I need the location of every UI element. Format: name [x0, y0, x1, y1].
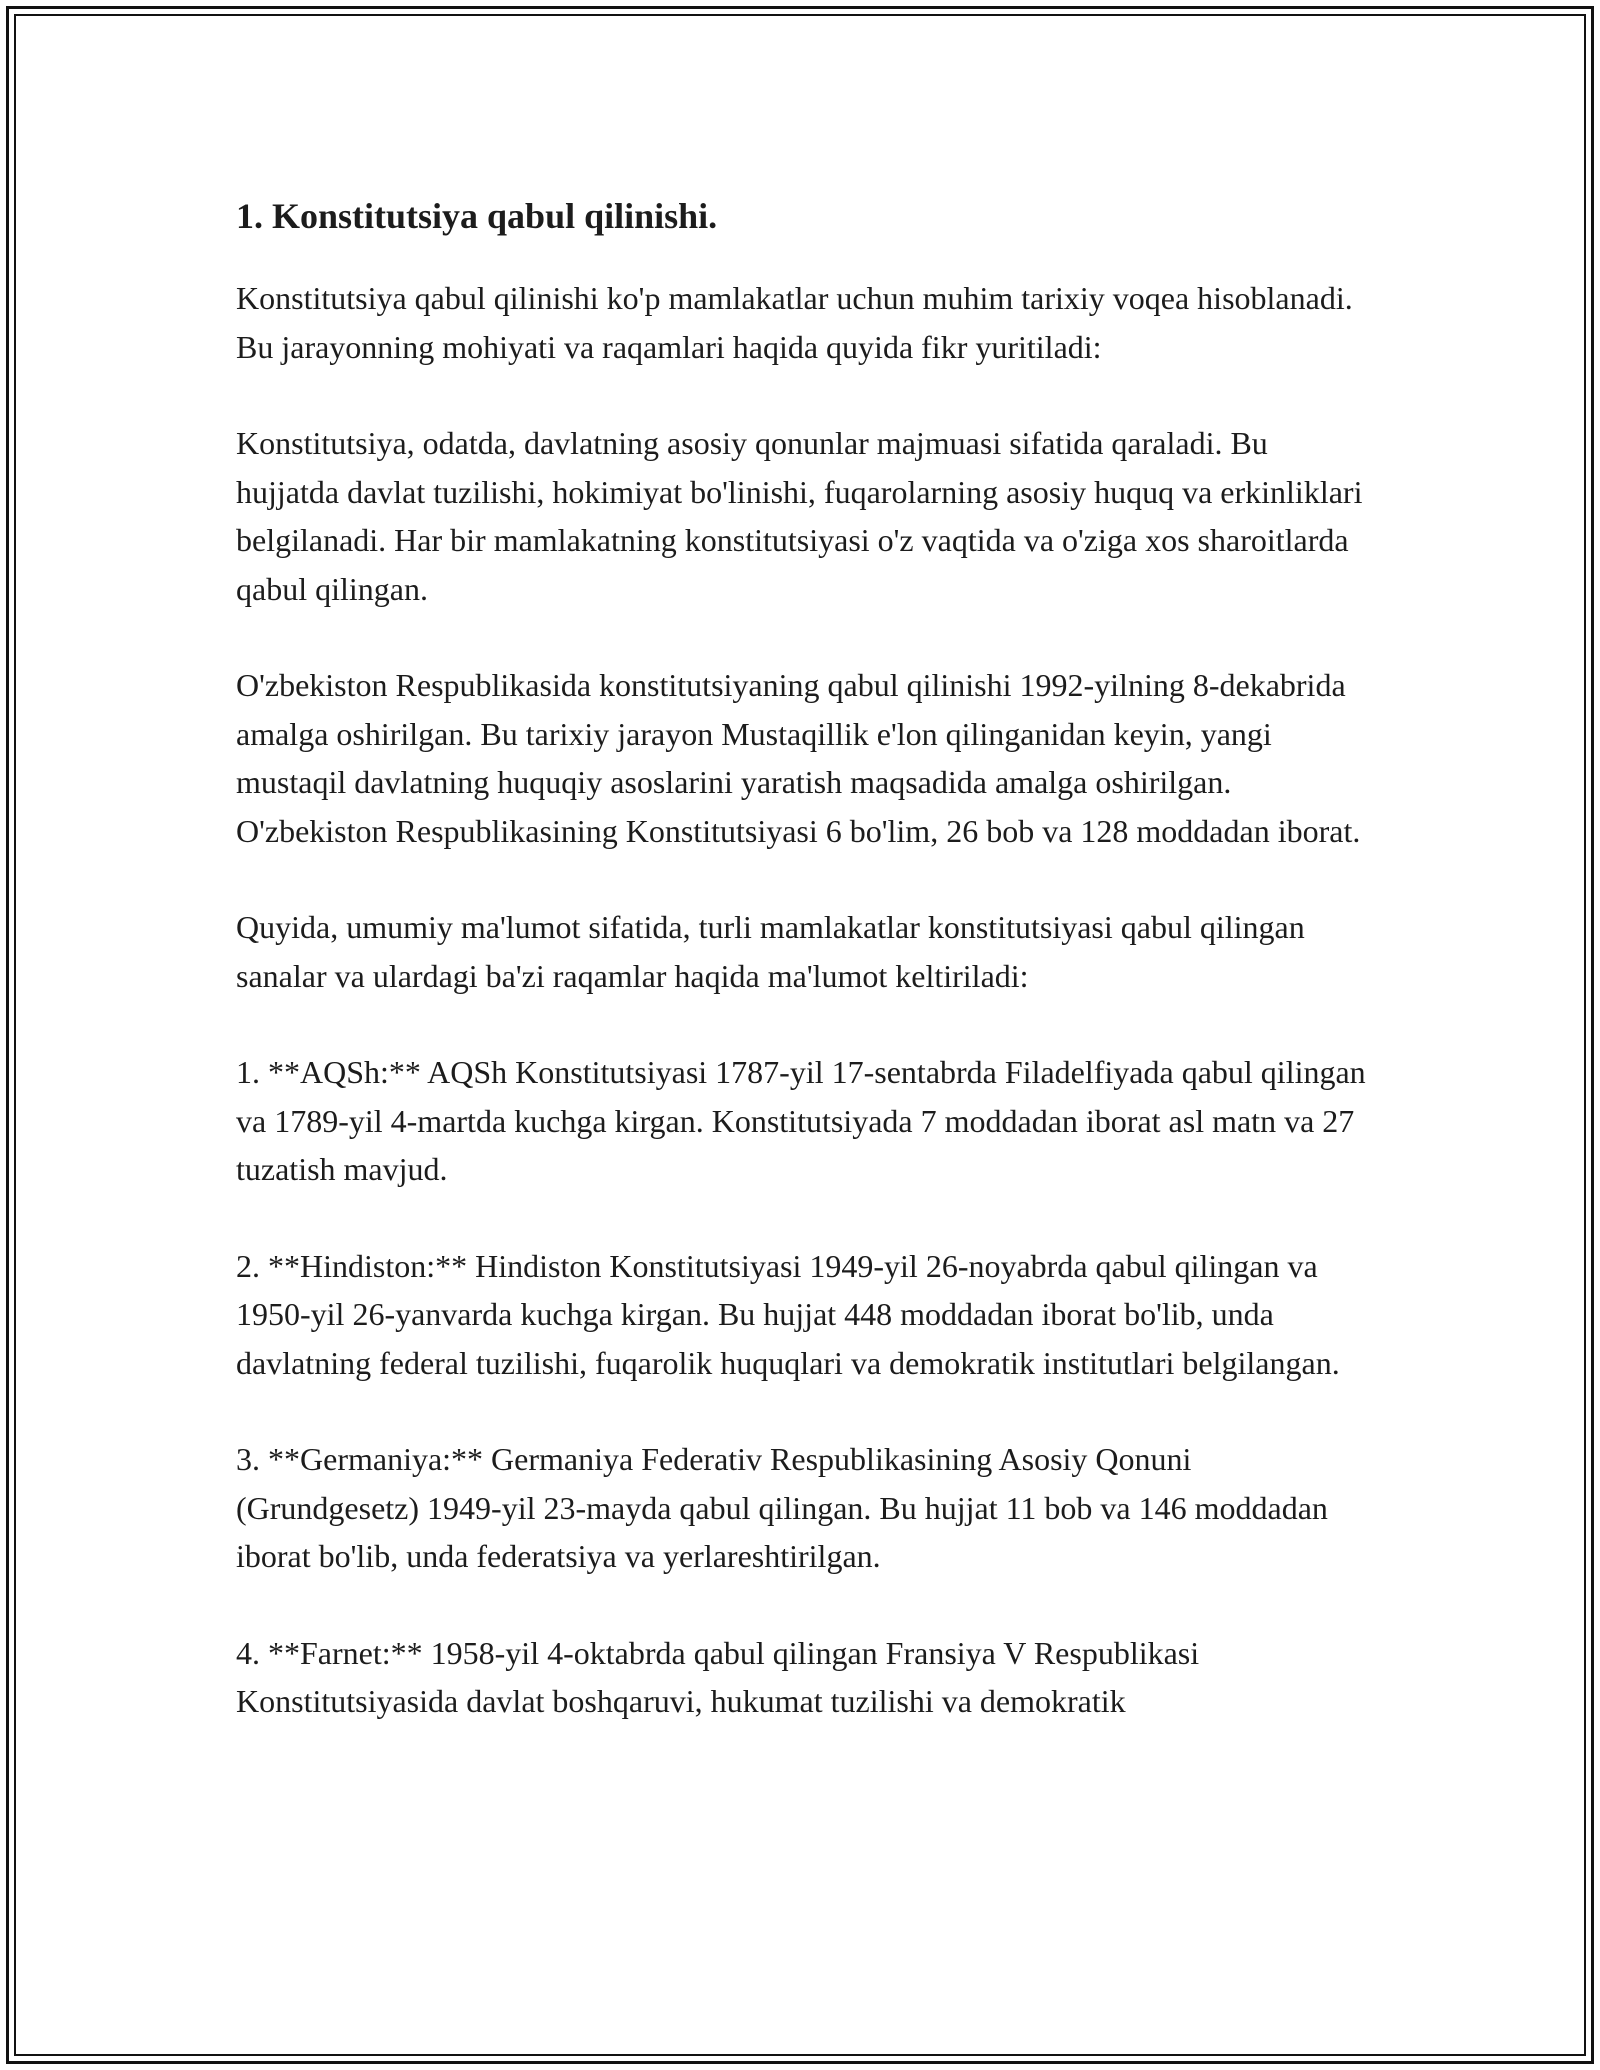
document-title: 1. Konstitutsiya qabul qilinishi.	[236, 196, 718, 236]
list-item-usa: 1. **AQSh:** AQSh Konstitutsiyasi 1787-yil 17-sentabrda Filadelfiyada qabul qilingan va 1789-yil 4-martda kuchga kirgan. Konstitutsiyada 7 moddadan iborat asl matn va 27 tuzatish mavjud.	[236, 1054, 1366, 1187]
list-item-france: 4. **Farnet:** 1958-yil 4-oktabrda qabul qilingan Fransiya V Respublikasi Konstitutsiyasida davlat boshqaruvi, hukumat tuzilishi va demokratik	[236, 1634, 1200, 1719]
paragraph-uzbekistan: O'zbekiston Respublikasida konstitutsiyaning qabul qilinishi 1992-yilning 8-dekabrida amalga oshirilgan. Bu tarixiy jarayon Mustaqillik e'lon qilinganidan keyin, yangi mustaqil davlatning huquqiy asoslarini yaratish maqsadida amalga oshirilgan. O'zbekiston Respublikasining Konstitutsiyasi 6 bo'lim, 26 bob va 128 moddadan iborat.	[236, 667, 1361, 849]
paragraph-intro: Konstitutsiya qabul qilinishi ko'p mamlakatlar uchun muhim tarixiy voqea hisoblanadi. Bu jarayonning mohiyati va raqamlari haqida quyida fikr yuritiladi:	[236, 280, 1353, 365]
list-item-india: 2. **Hindiston:** Hindiston Konstitutsiyasi 1949-yil 26-noyabrda qabul qilingan va 1950-yil 26-yanvarda kuchga kirgan. Bu hujjat 448 moddadan iborat bo'lib, unda davlatning federal tuzilishi, fuqarolik huquqlari va demokratik institutlari belgilangan.	[236, 1247, 1340, 1381]
document-body	[236, 186, 1376, 1726]
list-item-germany: 3. **Germaniya:** Germaniya Federativ Respublikasining Asosiy Qonuni (Grundgesetz) 1949-yil 23-mayda qabul qilingan. Bu hujjat 11 bob va 146 moddadan iborat bo'lib, unda federatsiya va yerlareshtirilgan.	[236, 1441, 1328, 1574]
paragraph-overview: Quyida, umumiy ma'lumot sifatida, turli mamlakatlar konstitutsiyasi qabul qilingan sanalar va ulardagi ba'zi raqamlar haqida ma'lumot keltiriladi:	[236, 909, 1305, 994]
paragraph-definition: Konstitutsiya, odatda, davlatning asosiy qonunlar majmuasi sifatida qaraladi. Bu hujjatda davlat tuzilishi, hokimiyat bo'linishi, fuqarolarning asosiy huquq va erkinliklari belgilanadi. Har bir mamlakatning konstitutsiyasi o'z vaqtida va o'ziga xos sharoitlarda qabul qilingan.	[236, 425, 1363, 607]
